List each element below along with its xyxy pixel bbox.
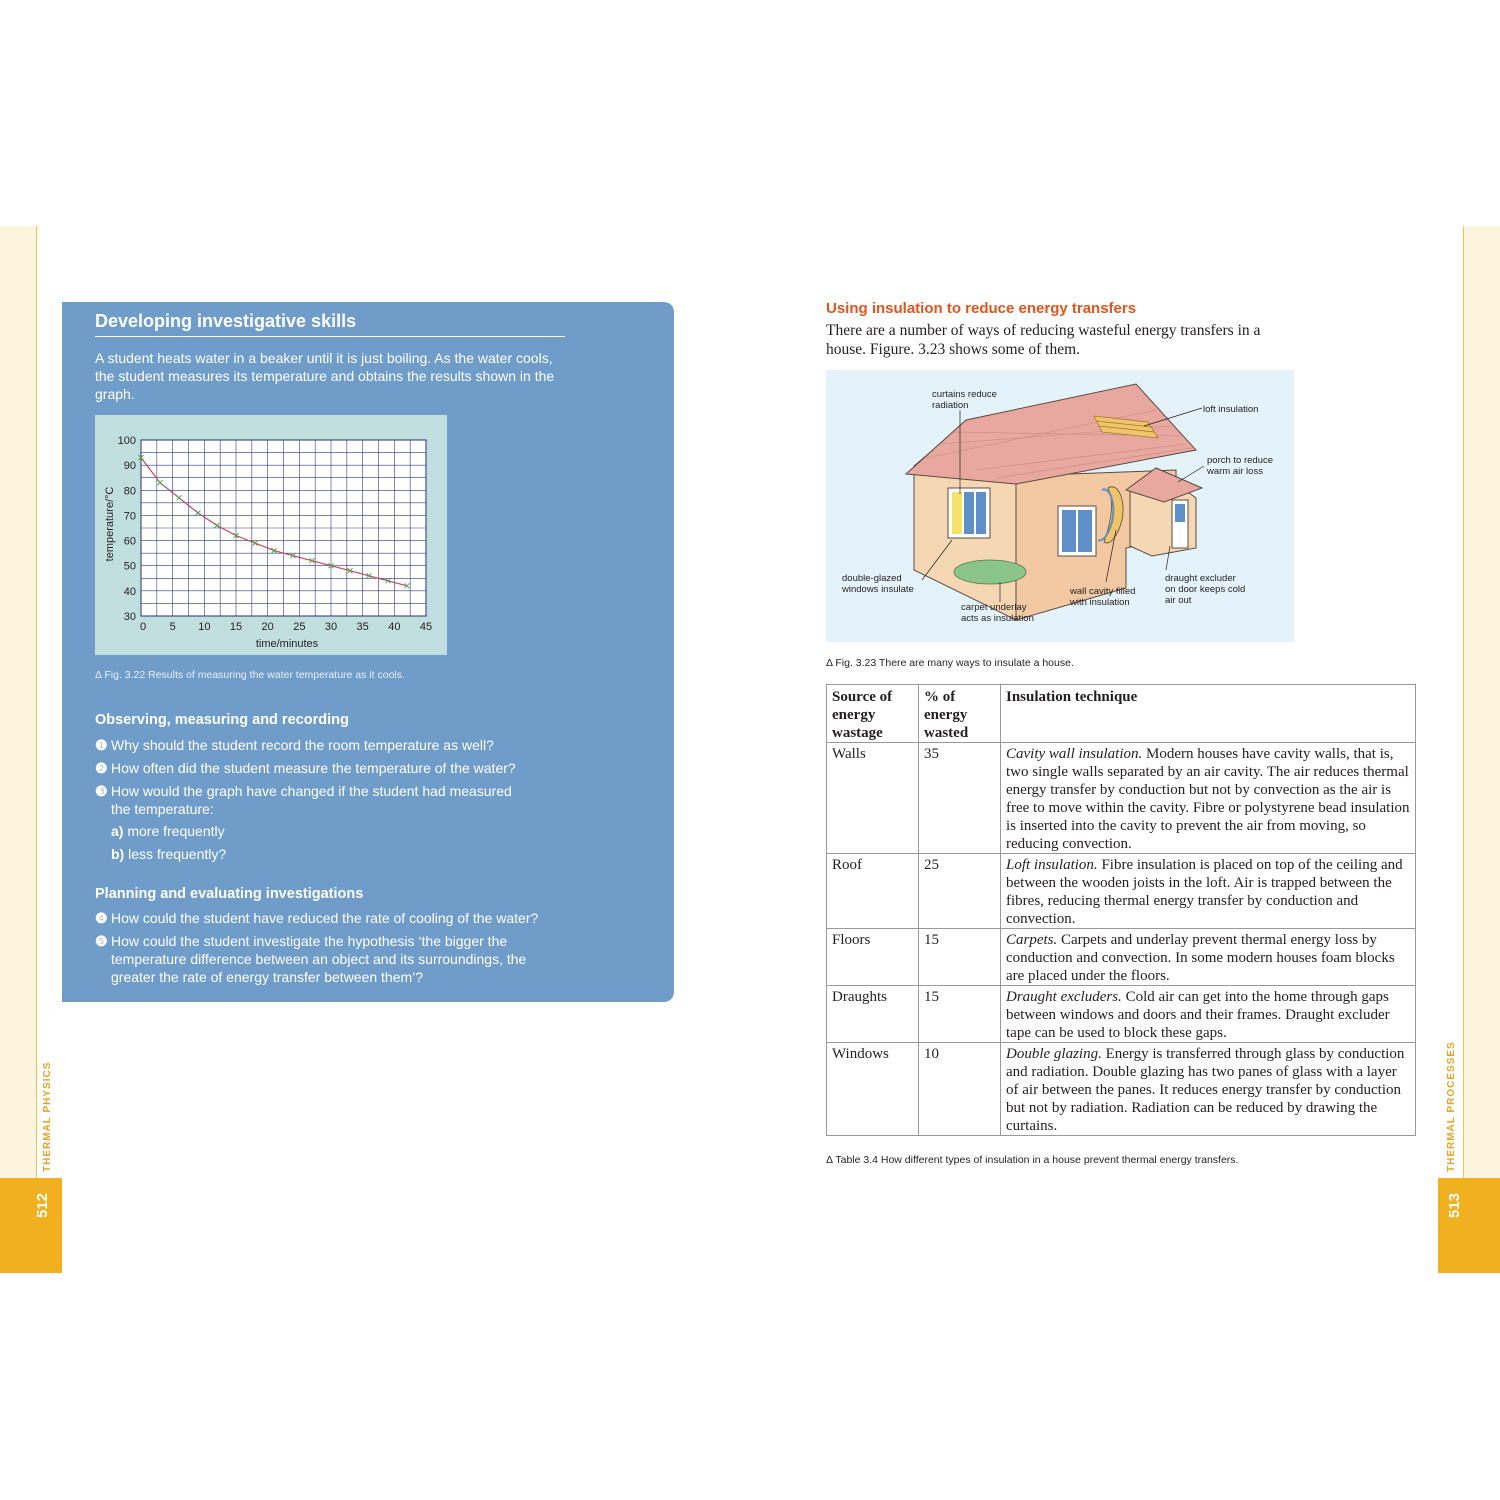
table-row bbox=[827, 743, 1416, 854]
label-wall-cavity-1: wall cavity filled bbox=[1070, 586, 1136, 597]
cell-technique bbox=[1001, 929, 1416, 986]
cell-percent: 25 bbox=[919, 854, 1001, 929]
question-3-line2: the temperature: bbox=[111, 801, 214, 817]
chart-caption: Δ Fig. 3.22 Results of measuring the water temperature as it cools. bbox=[95, 669, 405, 681]
header-technique: Insulation technique bbox=[1001, 685, 1416, 743]
right-page-number: 513 bbox=[1446, 1192, 1463, 1218]
title-rule bbox=[95, 336, 565, 337]
y-tick-label: 100 bbox=[117, 435, 136, 447]
technique-name: Double glazing. bbox=[1006, 1046, 1102, 1062]
technique-name: Carpets. bbox=[1006, 932, 1058, 948]
left-chapter-label: THERMAL PHYSICS bbox=[42, 1061, 53, 1172]
x-axis-label: time/minutes bbox=[255, 638, 319, 650]
label-curtains-1: curtains reduce bbox=[932, 389, 997, 400]
y-tick-label: 30 bbox=[123, 611, 136, 623]
question-5: ❺ How could the student investigate the hypothesis ‘the bigger the bbox=[95, 933, 508, 949]
label-double-glazed-1: double-glazed bbox=[842, 573, 902, 584]
cell-source: Floors bbox=[827, 929, 919, 986]
section-heading: Using insulation to reduce energy transfers bbox=[826, 300, 1137, 317]
cell-source: Windows bbox=[827, 1043, 919, 1136]
question-4: ❹ How could the student have reduced the rate of cooling of the water? bbox=[95, 910, 539, 926]
house-illustration bbox=[826, 370, 1294, 642]
cell-source: Draughts bbox=[827, 986, 919, 1043]
cell-percent: 35 bbox=[919, 743, 1001, 854]
cell-percent: 15 bbox=[919, 929, 1001, 986]
x-tick-label: 25 bbox=[293, 621, 306, 633]
y-tick-label: 80 bbox=[123, 485, 136, 498]
cooling-chart-panel bbox=[95, 415, 447, 655]
technique-text: Carpets and underlay prevent thermal energy loss by conduction and convection. In some modern houses foam blocks are placed under the floors. bbox=[1006, 932, 1395, 984]
x-tick-label: 20 bbox=[261, 621, 274, 633]
technique-text: Fibre insulation is placed on top of the ceiling and between the wooden joists in the loft. Air is trapped between the fibres, reducing thermal energy transfer by conduction and convection. bbox=[1006, 857, 1403, 927]
question-3a: a) more frequently bbox=[111, 823, 225, 839]
house-figure-caption: Δ Fig. 3.23 There are many ways to insulate a house. bbox=[826, 657, 1074, 669]
header-percent: % of energy wasted bbox=[919, 685, 1001, 743]
cell-source: Walls bbox=[827, 743, 919, 854]
label-porch-1: porch to reduce bbox=[1207, 455, 1274, 466]
table-row bbox=[827, 929, 1416, 986]
table-header-row bbox=[827, 685, 1416, 743]
question-5-line2: temperature difference between an object and its surroundings, the bbox=[111, 951, 527, 967]
house-figure bbox=[826, 370, 1294, 642]
table-row bbox=[827, 854, 1416, 929]
y-tick-label: 70 bbox=[123, 510, 136, 523]
technique-name: Cavity wall insulation. bbox=[1006, 746, 1143, 762]
y-tick-label: 50 bbox=[123, 560, 136, 573]
table-caption: Δ Table 3.4 How different types of insulation in a house prevent thermal energy transfers. bbox=[826, 1154, 1239, 1166]
heading-observing: Observing, measuring and recording bbox=[95, 712, 349, 728]
box-intro: A student heats water in a beaker until it is just boiling. As the water cools, the student measures its temperature and obtains the results shown in the graph. bbox=[95, 350, 555, 402]
table-row bbox=[827, 1043, 1416, 1136]
cell-technique bbox=[1001, 743, 1416, 854]
cell-technique bbox=[1001, 854, 1416, 929]
heading-planning: Planning and evaluating investigations bbox=[95, 886, 364, 902]
left-margin-tab bbox=[0, 226, 37, 1273]
label-draught-1: draught excluder bbox=[1165, 573, 1236, 584]
insulation-table bbox=[826, 684, 1416, 1136]
question-3b: b) less frequently? bbox=[111, 846, 227, 862]
y-tick-label: 40 bbox=[123, 585, 136, 598]
section-body: There are a number of ways of reducing wasteful energy transfers in a house. Figure. 3.23 shows some of them. bbox=[826, 322, 1261, 358]
label-curtains-2: radiation bbox=[932, 400, 969, 411]
cell-percent: 15 bbox=[919, 986, 1001, 1043]
x-tick-label: 5 bbox=[169, 621, 176, 633]
x-tick-label: 45 bbox=[419, 621, 433, 633]
technique-text: Modern houses have cavity walls, that is, two single walls separated by an air cavity. The air reduces thermal energy transfer by conduction but not by convection as the air is free to move within the cavity. Fibre or polystyrene bead insulation is inserted into the cavity to prevent the air from moving, so reducing convection. bbox=[1006, 746, 1410, 852]
technique-name: Draught excluders. bbox=[1006, 989, 1122, 1005]
technique-text: Energy is transferred through glass by conduction and radiation. Double glazing has two panes of glass with a layer of air between the panes. It reduces energy transfer by conduction but not by radiation. Radiation can be reduced by drawing the curtains. bbox=[1006, 1046, 1405, 1134]
y-tick-label: 90 bbox=[123, 460, 136, 473]
label-carpet-2: acts as insulation bbox=[961, 613, 1034, 624]
label-draught-3: air out bbox=[1165, 595, 1192, 606]
question-1: ❶ Why should the student record the room temperature as well? bbox=[95, 737, 494, 753]
header-source: Source of energy wastage bbox=[827, 685, 919, 743]
cell-technique bbox=[1001, 1043, 1416, 1136]
question-2: ❷ How often did the student measure the temperature of the water? bbox=[95, 760, 516, 776]
technique-name: Loft insulation. bbox=[1006, 857, 1098, 873]
x-tick-label: 30 bbox=[324, 621, 338, 633]
question-3: ❸ How would the graph have changed if the student had measured bbox=[95, 783, 512, 799]
label-carpet-1: carpet underlay bbox=[961, 602, 1027, 613]
label-wall-cavity-2: with insulation bbox=[1070, 597, 1130, 608]
right-margin-tab bbox=[1463, 226, 1500, 1273]
box-title: Developing investigative skills bbox=[95, 311, 357, 331]
label-draught-2: on door keeps cold bbox=[1165, 584, 1246, 595]
left-page-number: 512 bbox=[34, 1192, 51, 1218]
left-page-number-tab bbox=[0, 1178, 62, 1273]
cell-percent: 10 bbox=[919, 1043, 1001, 1136]
label-loft: loft insulation bbox=[1203, 404, 1259, 415]
technique-text: Cold air can get into the home through gaps between windows and doors and their frames. Draught excluder tape can be used to block these gaps. bbox=[1006, 989, 1390, 1041]
label-porch-2: warm air loss bbox=[1207, 466, 1263, 477]
cell-source: Roof bbox=[827, 854, 919, 929]
cell-technique bbox=[1001, 986, 1416, 1043]
question-5-line3: greater the rate of energy transfer between them’? bbox=[111, 969, 424, 985]
right-chapter-label: THERMAL PROCESSES bbox=[1446, 1041, 1457, 1172]
x-tick-label: 40 bbox=[388, 621, 401, 633]
x-tick-label: 15 bbox=[229, 621, 243, 633]
cooling-chart bbox=[95, 415, 447, 655]
x-tick-label: 35 bbox=[356, 621, 369, 633]
x-tick-label: 0 bbox=[139, 621, 147, 633]
label-double-glazed-2: windows insulate bbox=[842, 584, 914, 595]
y-axis-label: temperature/°C bbox=[104, 486, 116, 562]
x-tick-label: 10 bbox=[198, 621, 211, 633]
y-tick-label: 60 bbox=[123, 535, 136, 548]
table-row bbox=[827, 986, 1416, 1043]
